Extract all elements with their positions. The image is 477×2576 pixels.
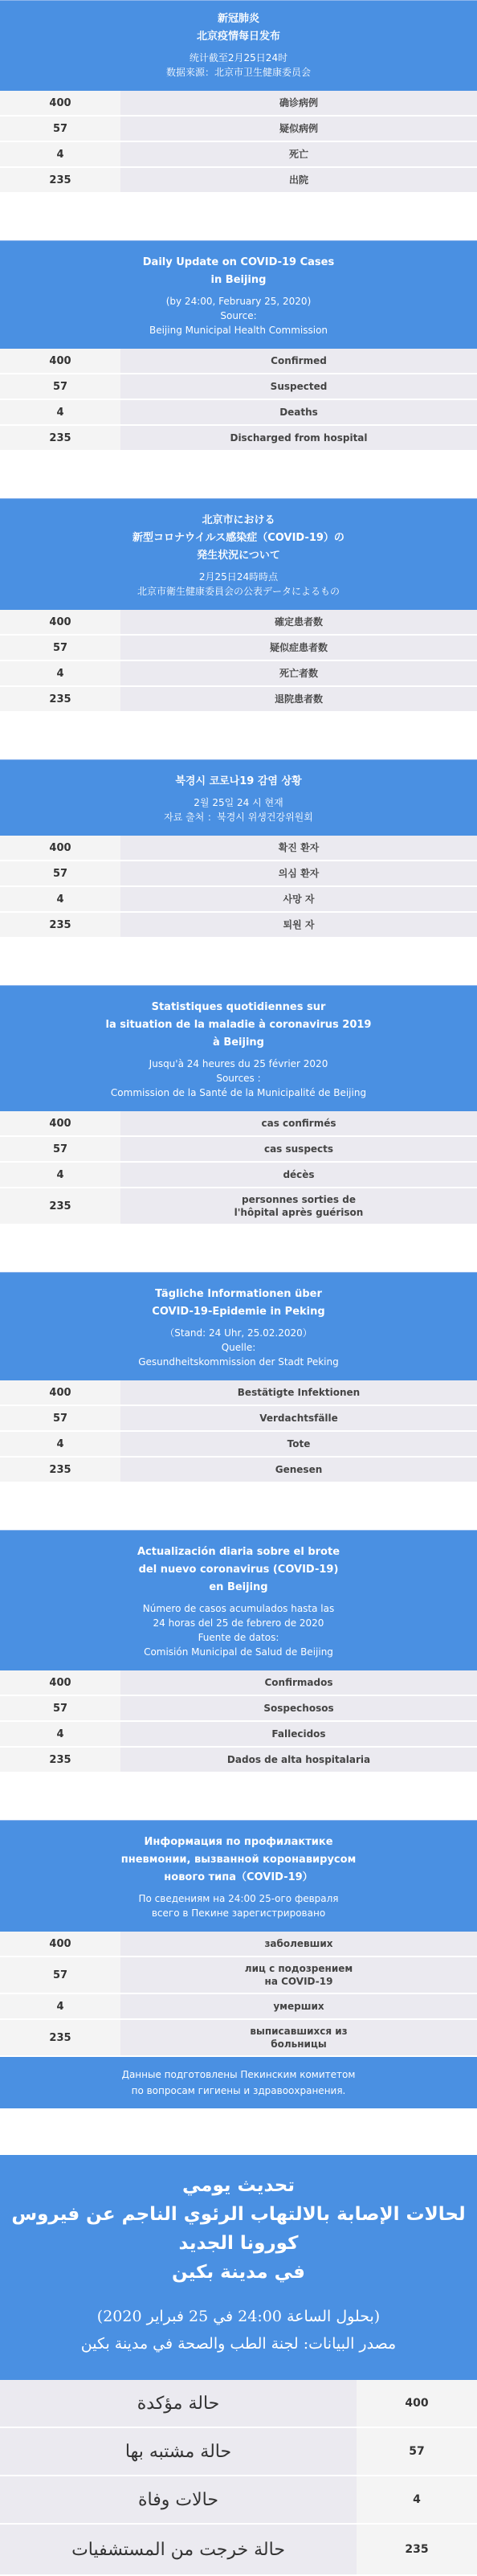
stats-table bbox=[0, 1670, 477, 1773]
table-row bbox=[0, 426, 477, 452]
section-title: 新冠肺炎 北京疫情每日发布 bbox=[196, 13, 280, 43]
section-title: Daily Update on COVID-19 Cases in Beijing bbox=[142, 256, 335, 286]
count-label: умерших bbox=[120, 1994, 477, 2018]
table-row bbox=[0, 1722, 477, 1748]
count-label: заболевших bbox=[120, 1932, 477, 1956]
count-label: 確定患者数 bbox=[120, 610, 477, 634]
section-subtitle: 2月25日24時時点 北京市衛生健康委員会の公表データによるもの bbox=[137, 571, 340, 597]
count-label: Suspected bbox=[120, 374, 477, 399]
count-label: Confirmados bbox=[120, 1670, 477, 1695]
table-row bbox=[0, 1406, 477, 1432]
section-subtitle: Jusqu'à 24 heures du 25 février 2020 Sources : Commission de la Santé de la Municipalité de Beijing bbox=[110, 1058, 367, 1098]
section-title: 北京市における 新型コロナウイルス感染症（COVID-19）の 発生状況について bbox=[132, 514, 344, 562]
count-value: 400 bbox=[0, 1670, 120, 1695]
section-gap bbox=[0, 1773, 477, 1820]
count-label: 퇴원 자 bbox=[120, 913, 477, 937]
table-row bbox=[0, 1111, 477, 1137]
table-row bbox=[0, 1748, 477, 1773]
count-label: Fallecidos bbox=[120, 1722, 477, 1746]
table-row bbox=[0, 687, 477, 713]
count-value: 235 bbox=[0, 1188, 120, 1224]
table-row bbox=[0, 913, 477, 938]
count-label: حالات وفاة bbox=[0, 2476, 357, 2523]
count-value: 235 bbox=[357, 2525, 477, 2574]
section-header bbox=[0, 498, 477, 610]
section-spanish bbox=[0, 1530, 477, 1773]
section-subtitle: Número de casos acumulados hasta las 24 horas del 25 de febrero de 2020 Fuente de datos: Comisión Municipal de Salud de Beijing bbox=[142, 1603, 335, 1658]
table-row bbox=[0, 636, 477, 661]
section-subtitle: (by 24:00, February 25, 2020) Source: Beijing Municipal Health Commission bbox=[149, 296, 328, 336]
table-row bbox=[0, 1932, 477, 1957]
section-subtitle: （Stand: 24 Uhr, 25.02.2020） Quelle: Gesundheitskommission der Stadt Peking bbox=[138, 1327, 339, 1368]
count-label: personnes sorties de l'hôpital après guérison bbox=[120, 1188, 477, 1224]
section-gap bbox=[0, 938, 477, 985]
section-subtitle: 统计截至2月25日24时 数据来源：北京市卫生健康委员会 bbox=[165, 52, 311, 78]
section-title: Tägliche Informationen über COVID-19-Epidemie in Peking bbox=[152, 1288, 325, 1318]
count-value: 400 bbox=[0, 91, 120, 115]
count-label: лиц с подозрением на COVID-19 bbox=[120, 1957, 477, 1993]
table-row bbox=[0, 2476, 477, 2525]
count-value: 4 bbox=[0, 661, 120, 685]
section-title: Actualización diaria sobre el brote del nuevo coronavirus (COVID-19) en Beijing bbox=[137, 1546, 340, 1593]
table-row bbox=[0, 117, 477, 142]
table-row bbox=[0, 2380, 477, 2428]
section-header bbox=[0, 759, 477, 836]
count-value: 57 bbox=[0, 1406, 120, 1430]
count-label: 死亡 bbox=[120, 142, 477, 166]
count-value: 235 bbox=[0, 687, 120, 711]
count-label: 의심 환자 bbox=[120, 861, 477, 885]
count-value: 4 bbox=[0, 1163, 120, 1187]
section-russian bbox=[0, 1820, 477, 2108]
count-value: 4 bbox=[0, 400, 120, 424]
count-label: Discharged from hospital bbox=[120, 426, 477, 450]
count-value: 400 bbox=[0, 1111, 120, 1135]
count-value: 57 bbox=[0, 117, 120, 141]
section-english bbox=[0, 240, 477, 452]
stats-table bbox=[0, 836, 477, 938]
section-chinese bbox=[0, 0, 477, 194]
section-footer: Данные подготовлены Пекинским комитетом по вопросам гигиены и здравоохранения. bbox=[0, 2057, 477, 2108]
section-gap bbox=[0, 1483, 477, 1530]
table-row bbox=[0, 661, 477, 687]
table-row bbox=[0, 1670, 477, 1696]
table-row bbox=[0, 168, 477, 194]
count-label: حالة مشتبه بها bbox=[0, 2428, 357, 2475]
section-gap bbox=[0, 452, 477, 498]
count-label: 退院患者数 bbox=[120, 687, 477, 711]
table-row bbox=[0, 1380, 477, 1406]
count-label: Deaths bbox=[120, 400, 477, 424]
table-row bbox=[0, 1432, 477, 1458]
stats-table bbox=[0, 349, 477, 452]
stats-table bbox=[0, 1111, 477, 1225]
count-label: حالة مؤكدة bbox=[0, 2380, 357, 2427]
table-row bbox=[0, 1994, 477, 2020]
section-header bbox=[0, 985, 477, 1111]
section-title: Информация по профилактике пневмонии, вызванной коронавирусом нового типа（COVID-19） bbox=[120, 1836, 357, 1883]
table-row bbox=[0, 1188, 477, 1225]
count-label: Dados de alta hospitalaria bbox=[120, 1748, 477, 1772]
count-value: 57 bbox=[0, 1137, 120, 1161]
table-row bbox=[0, 610, 477, 636]
section-gap bbox=[0, 713, 477, 759]
count-value: 4 bbox=[357, 2476, 477, 2523]
section-header bbox=[0, 1272, 477, 1380]
table-row bbox=[0, 349, 477, 374]
section-title: تحديث يومي لحالات الإصابة بالالتهاب الرئوي الناجم عن فيروس كورونا الجديد في مدينة بكين bbox=[11, 2175, 466, 2283]
stats-table bbox=[0, 91, 477, 194]
count-value: 235 bbox=[0, 426, 120, 450]
section-title: Statistiques quotidiennes sur la situation de la maladie à coronavirus 2019 à Beijing bbox=[105, 1001, 372, 1049]
stats-table bbox=[0, 1932, 477, 2057]
table-row bbox=[0, 836, 477, 861]
count-value: 235 bbox=[0, 1458, 120, 1482]
section-arabic bbox=[0, 2155, 477, 2576]
count-label: Tote bbox=[120, 1432, 477, 1456]
section-title: 북경시 코로나19 감염 상황 bbox=[175, 775, 302, 787]
section-korean bbox=[0, 759, 477, 938]
count-label: حالة خرجت من المستشفيات bbox=[0, 2525, 357, 2574]
count-label: Sospechosos bbox=[120, 1696, 477, 1720]
table-row bbox=[0, 142, 477, 168]
count-label: Genesen bbox=[120, 1458, 477, 1482]
table-row bbox=[0, 374, 477, 400]
count-value: 57 bbox=[0, 636, 120, 660]
section-japanese bbox=[0, 498, 477, 713]
table-row bbox=[0, 2428, 477, 2476]
table-row bbox=[0, 91, 477, 117]
section-header bbox=[0, 2155, 477, 2380]
count-label: 确诊病例 bbox=[120, 91, 477, 115]
table-row bbox=[0, 1458, 477, 1483]
section-gap bbox=[0, 194, 477, 240]
count-value: 4 bbox=[0, 1722, 120, 1746]
count-label: 出院 bbox=[120, 168, 477, 192]
count-value: 57 bbox=[0, 1696, 120, 1720]
count-value: 235 bbox=[0, 913, 120, 937]
section-header bbox=[0, 240, 477, 349]
count-value: 57 bbox=[0, 1957, 120, 1993]
count-value: 235 bbox=[0, 2020, 120, 2055]
section-french bbox=[0, 985, 477, 1225]
count-label: Confirmed bbox=[120, 349, 477, 373]
table-row bbox=[0, 1163, 477, 1188]
count-label: Verdachtsfälle bbox=[120, 1406, 477, 1430]
count-value: 57 bbox=[357, 2428, 477, 2475]
count-label: 疑似症患者数 bbox=[120, 636, 477, 660]
section-header bbox=[0, 1820, 477, 1932]
count-value: 400 bbox=[0, 836, 120, 860]
section-gap bbox=[0, 2108, 477, 2155]
count-value: 4 bbox=[0, 887, 120, 911]
table-row bbox=[0, 887, 477, 913]
count-value: 400 bbox=[0, 349, 120, 373]
count-label: выписавшихся из больницы bbox=[120, 2020, 477, 2055]
count-value: 4 bbox=[0, 142, 120, 166]
stats-table bbox=[0, 1380, 477, 1483]
count-label: Bestätigte Infektionen bbox=[120, 1380, 477, 1405]
section-german bbox=[0, 1272, 477, 1483]
count-label: cas suspects bbox=[120, 1137, 477, 1161]
section-header bbox=[0, 0, 477, 91]
section-subtitle: 2월 25일 24 시 현재 자료 출처 ：북경시 위생건강위원회 bbox=[164, 797, 313, 823]
section-subtitle: (بحلول الساعة 24:00 في 25 فبراير 2020) مصدر البيانات: لجنة الطب والصحة في مدينة بكين bbox=[80, 2308, 397, 2353]
count-value: 400 bbox=[0, 1380, 120, 1405]
count-value: 235 bbox=[0, 168, 120, 192]
table-row bbox=[0, 1137, 477, 1163]
count-label: 疑似病例 bbox=[120, 117, 477, 141]
table-row bbox=[0, 861, 477, 887]
count-label: cas confirmés bbox=[120, 1111, 477, 1135]
count-label: 확진 환자 bbox=[120, 836, 477, 860]
count-label: 사망 자 bbox=[120, 887, 477, 911]
count-value: 57 bbox=[0, 374, 120, 399]
count-label: décès bbox=[120, 1163, 477, 1187]
section-header bbox=[0, 1530, 477, 1670]
count-value: 400 bbox=[0, 1932, 120, 1956]
count-label: 死亡者数 bbox=[120, 661, 477, 685]
count-value: 400 bbox=[357, 2380, 477, 2427]
section-subtitle: По сведениям на 24:00 25-ого февраля всего в Пекине зарегистрировано bbox=[138, 1893, 339, 1919]
section-gap bbox=[0, 1225, 477, 1272]
table-row bbox=[0, 2020, 477, 2057]
count-value: 400 bbox=[0, 610, 120, 634]
stats-table bbox=[0, 610, 477, 713]
count-value: 57 bbox=[0, 861, 120, 885]
table-row bbox=[0, 1957, 477, 1994]
count-value: 235 bbox=[0, 1748, 120, 1772]
table-row bbox=[0, 2525, 477, 2576]
table-row bbox=[0, 1696, 477, 1722]
count-value: 4 bbox=[0, 1432, 120, 1456]
count-value: 4 bbox=[0, 1994, 120, 2018]
table-row bbox=[0, 400, 477, 426]
stats-table bbox=[0, 2380, 477, 2576]
